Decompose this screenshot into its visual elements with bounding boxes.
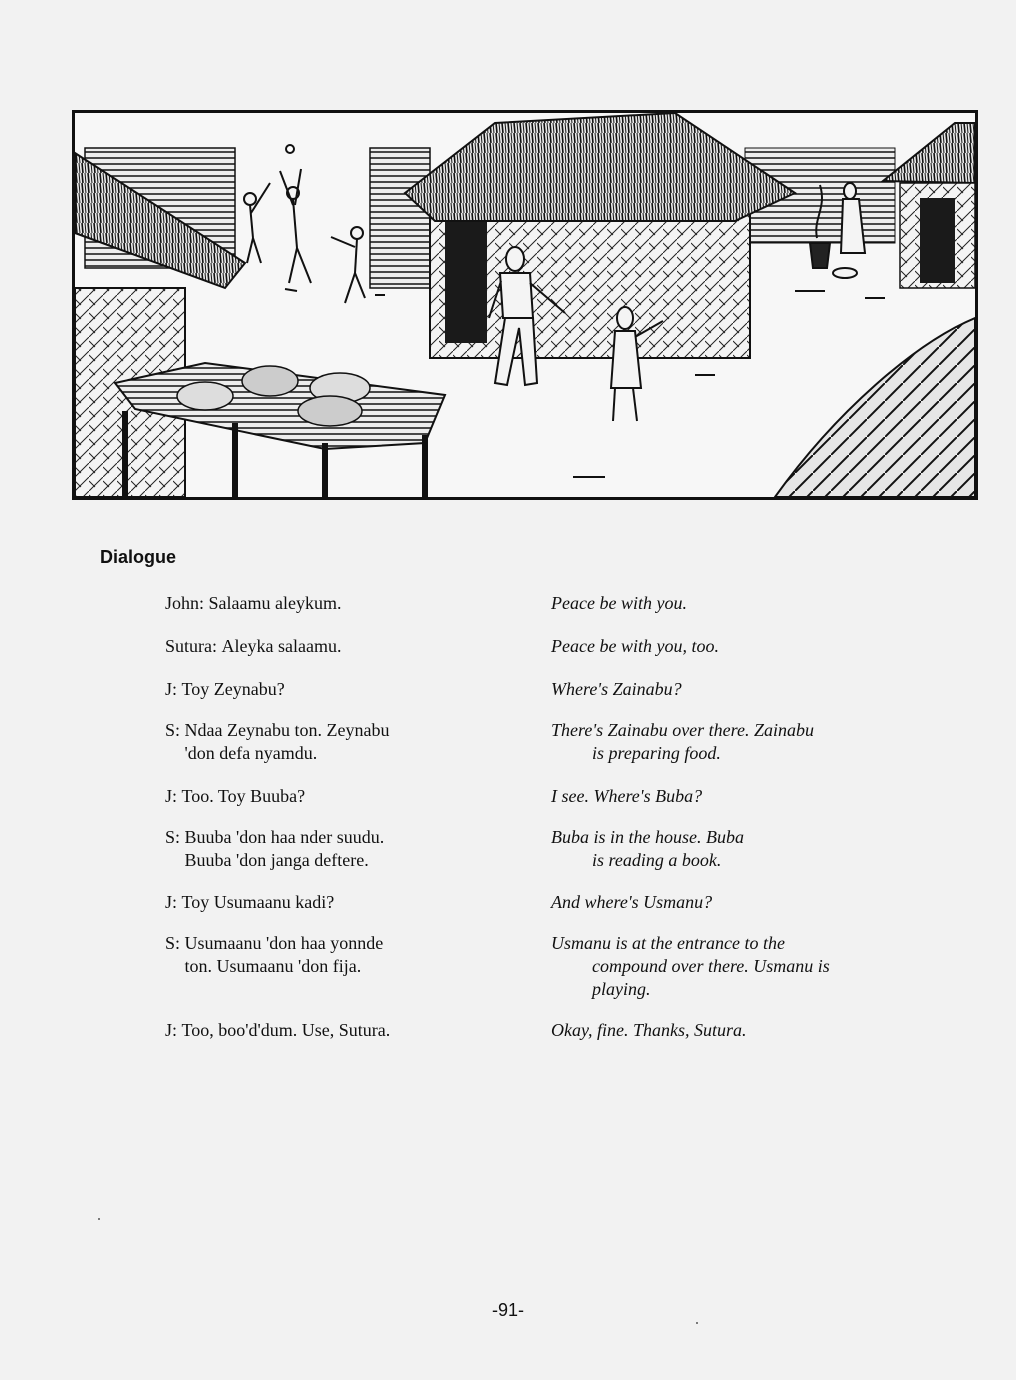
fulfulde-text: Usumaanu 'don haa yonnde [184, 933, 384, 953]
page-number: -91- [491, 1300, 524, 1320]
english-translation [551, 592, 951, 615]
fulfulde-line [165, 785, 495, 808]
translation-text: Where's Zainabu? [551, 679, 682, 699]
scan-speck [696, 1322, 698, 1324]
english-translation [551, 891, 951, 914]
english-translation [551, 678, 951, 701]
fulfulde-text: Salaamu aleykum. [208, 593, 342, 613]
fulfulde-text: Toy Usumaanu kadi? [181, 892, 335, 912]
scan-speck [98, 1218, 100, 1220]
speaker-label: S: [165, 827, 185, 847]
translation-text: I see. Where's Buba? [551, 786, 703, 806]
speaker-label: J: [165, 1020, 182, 1040]
speaker-label: S: [165, 933, 185, 953]
translation-text: There's Zainabu over there. Zainabu [551, 720, 815, 740]
translation-text: is preparing food. [592, 743, 721, 763]
english-translation [551, 826, 951, 872]
translation-text: Peace be with you, too. [551, 636, 719, 656]
village-illustration [72, 110, 978, 500]
fulfulde-text: Toy Zeynabu? [181, 679, 285, 699]
translation-text: Buba is in the house. Buba [551, 827, 744, 847]
fulfulde-line [165, 592, 495, 615]
fulfulde-text: Aleyka salaamu. [221, 636, 342, 656]
fulfulde-line [165, 932, 495, 978]
speaker-label: Sutura: [165, 636, 222, 656]
fulfulde-line [165, 1019, 495, 1042]
village-scene-drawing [75, 113, 975, 497]
section-heading: Dialogue [100, 547, 177, 567]
fulfulde-text: Buuba 'don haa nder suudu. [184, 827, 385, 847]
fulfulde-text: 'don defa nyamdu. [184, 743, 318, 763]
fulfulde-text: ton. Usumaanu 'don fija. [184, 956, 362, 976]
speaker-label: J: [165, 892, 182, 912]
translation-text: Peace be with you. [551, 593, 687, 613]
english-translation [551, 932, 951, 1001]
speaker-label: J: [165, 786, 182, 806]
fulfulde-line [165, 635, 495, 658]
fulfulde-line [165, 826, 495, 872]
translation-text: is reading a book. [592, 850, 722, 870]
english-translation [551, 785, 951, 808]
fulfulde-text: Buuba 'don janga deftere. [184, 850, 369, 870]
translation-text: Okay, fine. Thanks, Sutura. [551, 1020, 747, 1040]
translation-text: And where's Usmanu? [551, 892, 713, 912]
translation-text: playing. [592, 979, 651, 999]
english-translation [551, 719, 951, 765]
speaker-label: J: [165, 679, 182, 699]
speaker-label: John: [165, 593, 209, 613]
translation-text: Usmanu is at the entrance to the [551, 933, 785, 953]
english-translation [551, 635, 951, 658]
fulfulde-line [165, 891, 495, 914]
fulfulde-line [165, 719, 495, 765]
fulfulde-text: Too, boo'd'dum. Use, Sutura. [181, 1020, 391, 1040]
fulfulde-line [165, 678, 495, 701]
fulfulde-text: Too. Toy Buuba? [181, 786, 306, 806]
fulfulde-text: Ndaa Zeynabu ton. Zeynabu [184, 720, 390, 740]
translation-text: compound over there. Usmanu is [592, 956, 830, 976]
english-translation [551, 1019, 951, 1042]
speaker-label: S: [165, 720, 185, 740]
